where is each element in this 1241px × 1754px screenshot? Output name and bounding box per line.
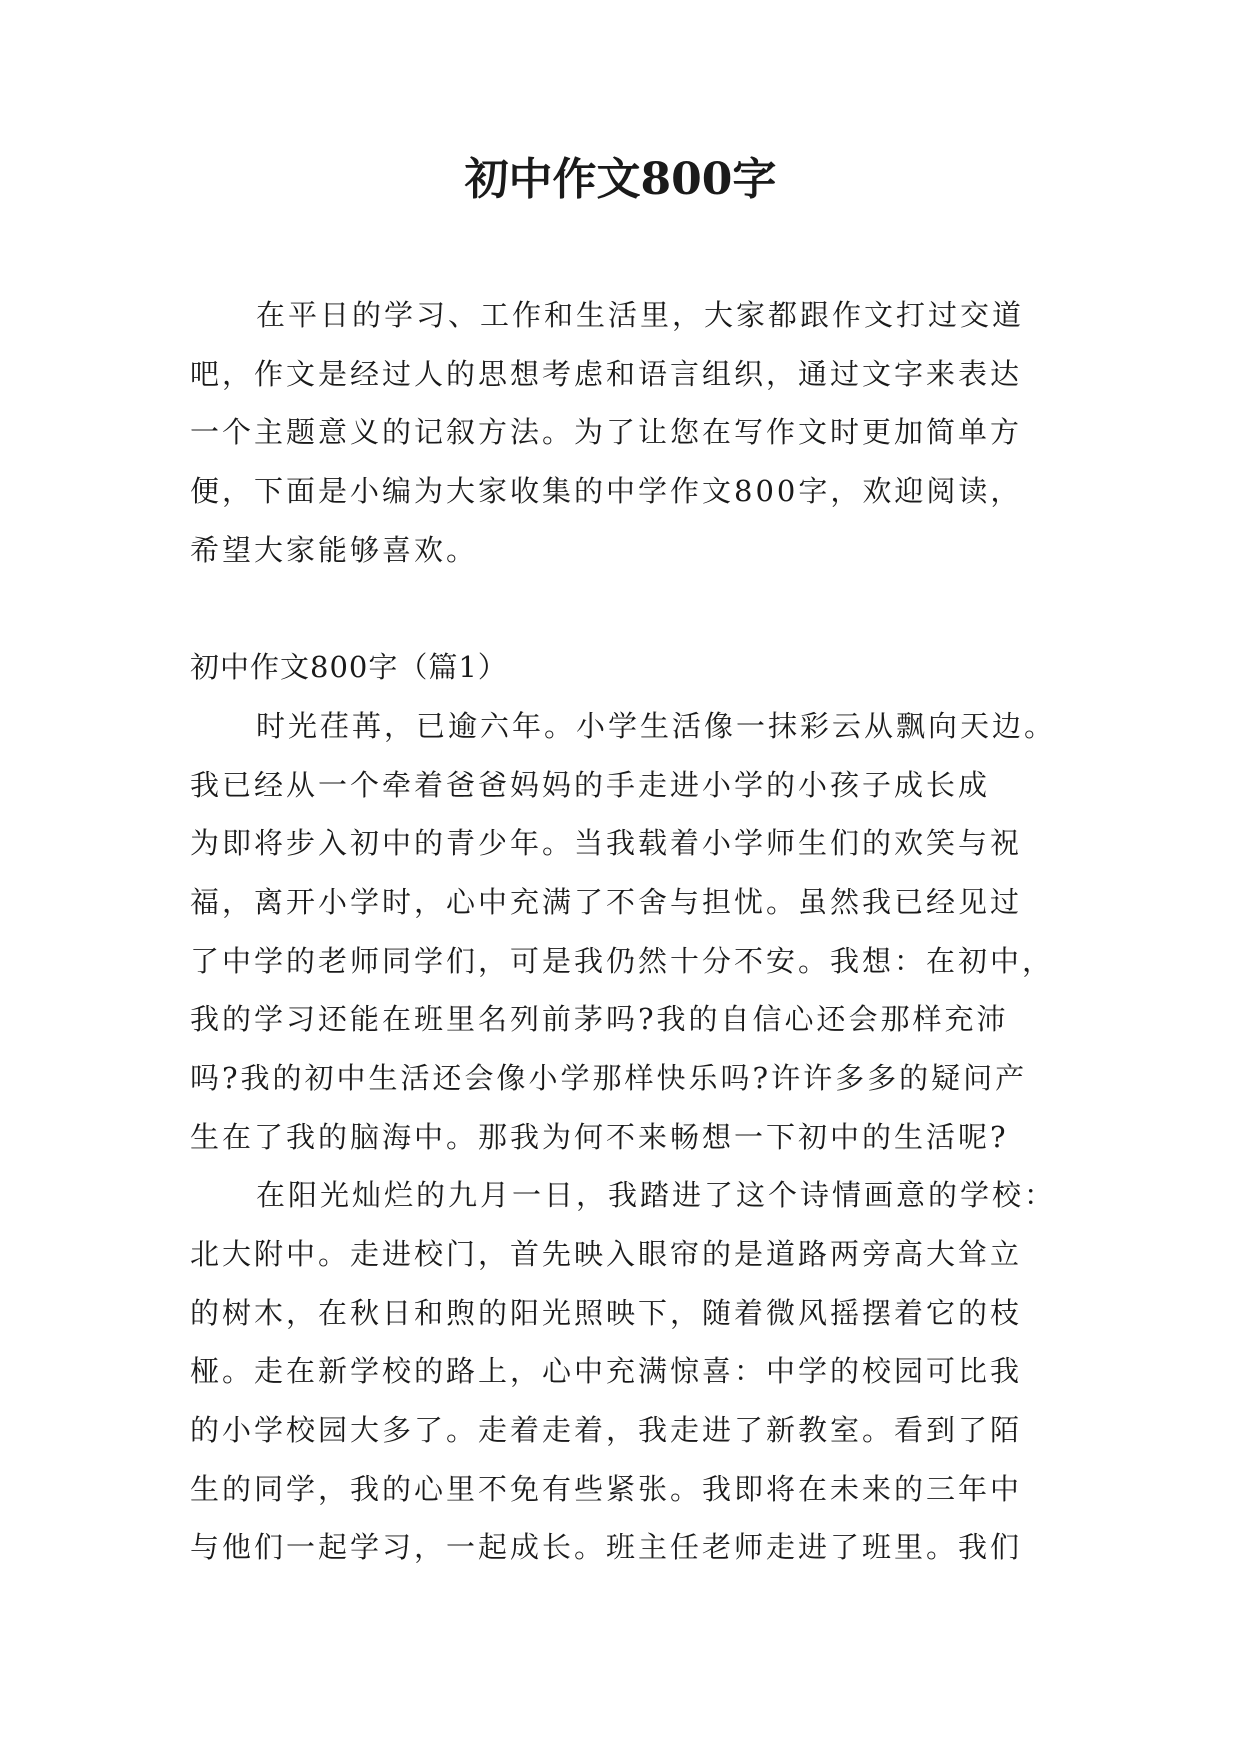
paragraph-line: 桠。走在新学校的路上，心中充满惊喜：中学的校园可比我 (190, 1354, 1023, 1389)
paragraph-line: 生的同学，我的心里不免有些紧张。我即将在未来的三年中 (190, 1471, 1023, 1506)
paragraph-line: 为即将步入初中的青少年。当我载着小学师生们的欢笑与祝 (190, 826, 1023, 861)
section-heading: 初中作文800字（篇1） (190, 650, 508, 685)
paragraph-line: 与他们一起学习，一起成长。班主任老师走进了班里。我们 (190, 1530, 1023, 1565)
paragraph-line: 的树木，在秋日和煦的阳光照映下，随着微风摇摆着它的枝 (190, 1295, 1023, 1330)
paragraph-line: 的小学校园大多了。走着走着，我走进了新教室。看到了陌 (190, 1413, 1023, 1448)
intro-line: 在平日的学习、工作和生活里，大家都跟作文打过交道 (256, 298, 1025, 332)
intro-paragraph (190, 286, 1050, 579)
paragraph-line: 福，离开小学时，心中充满了不舍与担忧。虽然我已经见过 (190, 884, 1023, 919)
essay-paragraph-2 (190, 1166, 1057, 1577)
paragraph-spacer (190, 579, 1050, 638)
intro-line: 便，下面是小编为大家收集的中学作文800字，欢迎阅读， (190, 474, 1023, 509)
paragraph-line: 在阳光灿烂的九月一日，我踏进了这个诗情画意的学校： (256, 1178, 1057, 1213)
paragraph-line: 生在了我的脑海中。那我为何不来畅想一下初中的生活呢? (190, 1119, 1009, 1154)
paragraph-line: 我已经从一个牵着爸爸妈妈的手走进小学的小孩子成长成 (190, 767, 991, 802)
paragraph-line: 时光荏苒，已逾六年。小学生活像一抹彩云从飘向天边。 (256, 708, 1057, 743)
intro-line: 一个主题意义的记叙方法。为了让您在写作文时更加简单方 (190, 415, 1023, 450)
document-body (190, 286, 1057, 1577)
paragraph-line: 吗?我的初中生活还会像小学那样快乐吗?许许多多的疑问产 (190, 1060, 1028, 1095)
document-title: 初中作文800字 (464, 154, 777, 205)
paragraph-line: 了中学的老师同学们，可是我仍然十分不安。我想：在初中， (190, 943, 1055, 978)
paragraph-line: 我的学习还能在班里名列前茅吗?我的自信心还会那样充沛 (190, 1002, 1009, 1037)
intro-line: 吧，作文是经过人的思想考虑和语言组织，通过文字来表达 (190, 356, 1023, 391)
intro-line: 希望大家能够喜欢。 (190, 532, 479, 567)
essay-paragraph-1 (190, 697, 1057, 1167)
paragraph-line: 北大附中。走进校门，首先映入眼帘的是道路两旁高大耸立 (190, 1237, 1023, 1271)
